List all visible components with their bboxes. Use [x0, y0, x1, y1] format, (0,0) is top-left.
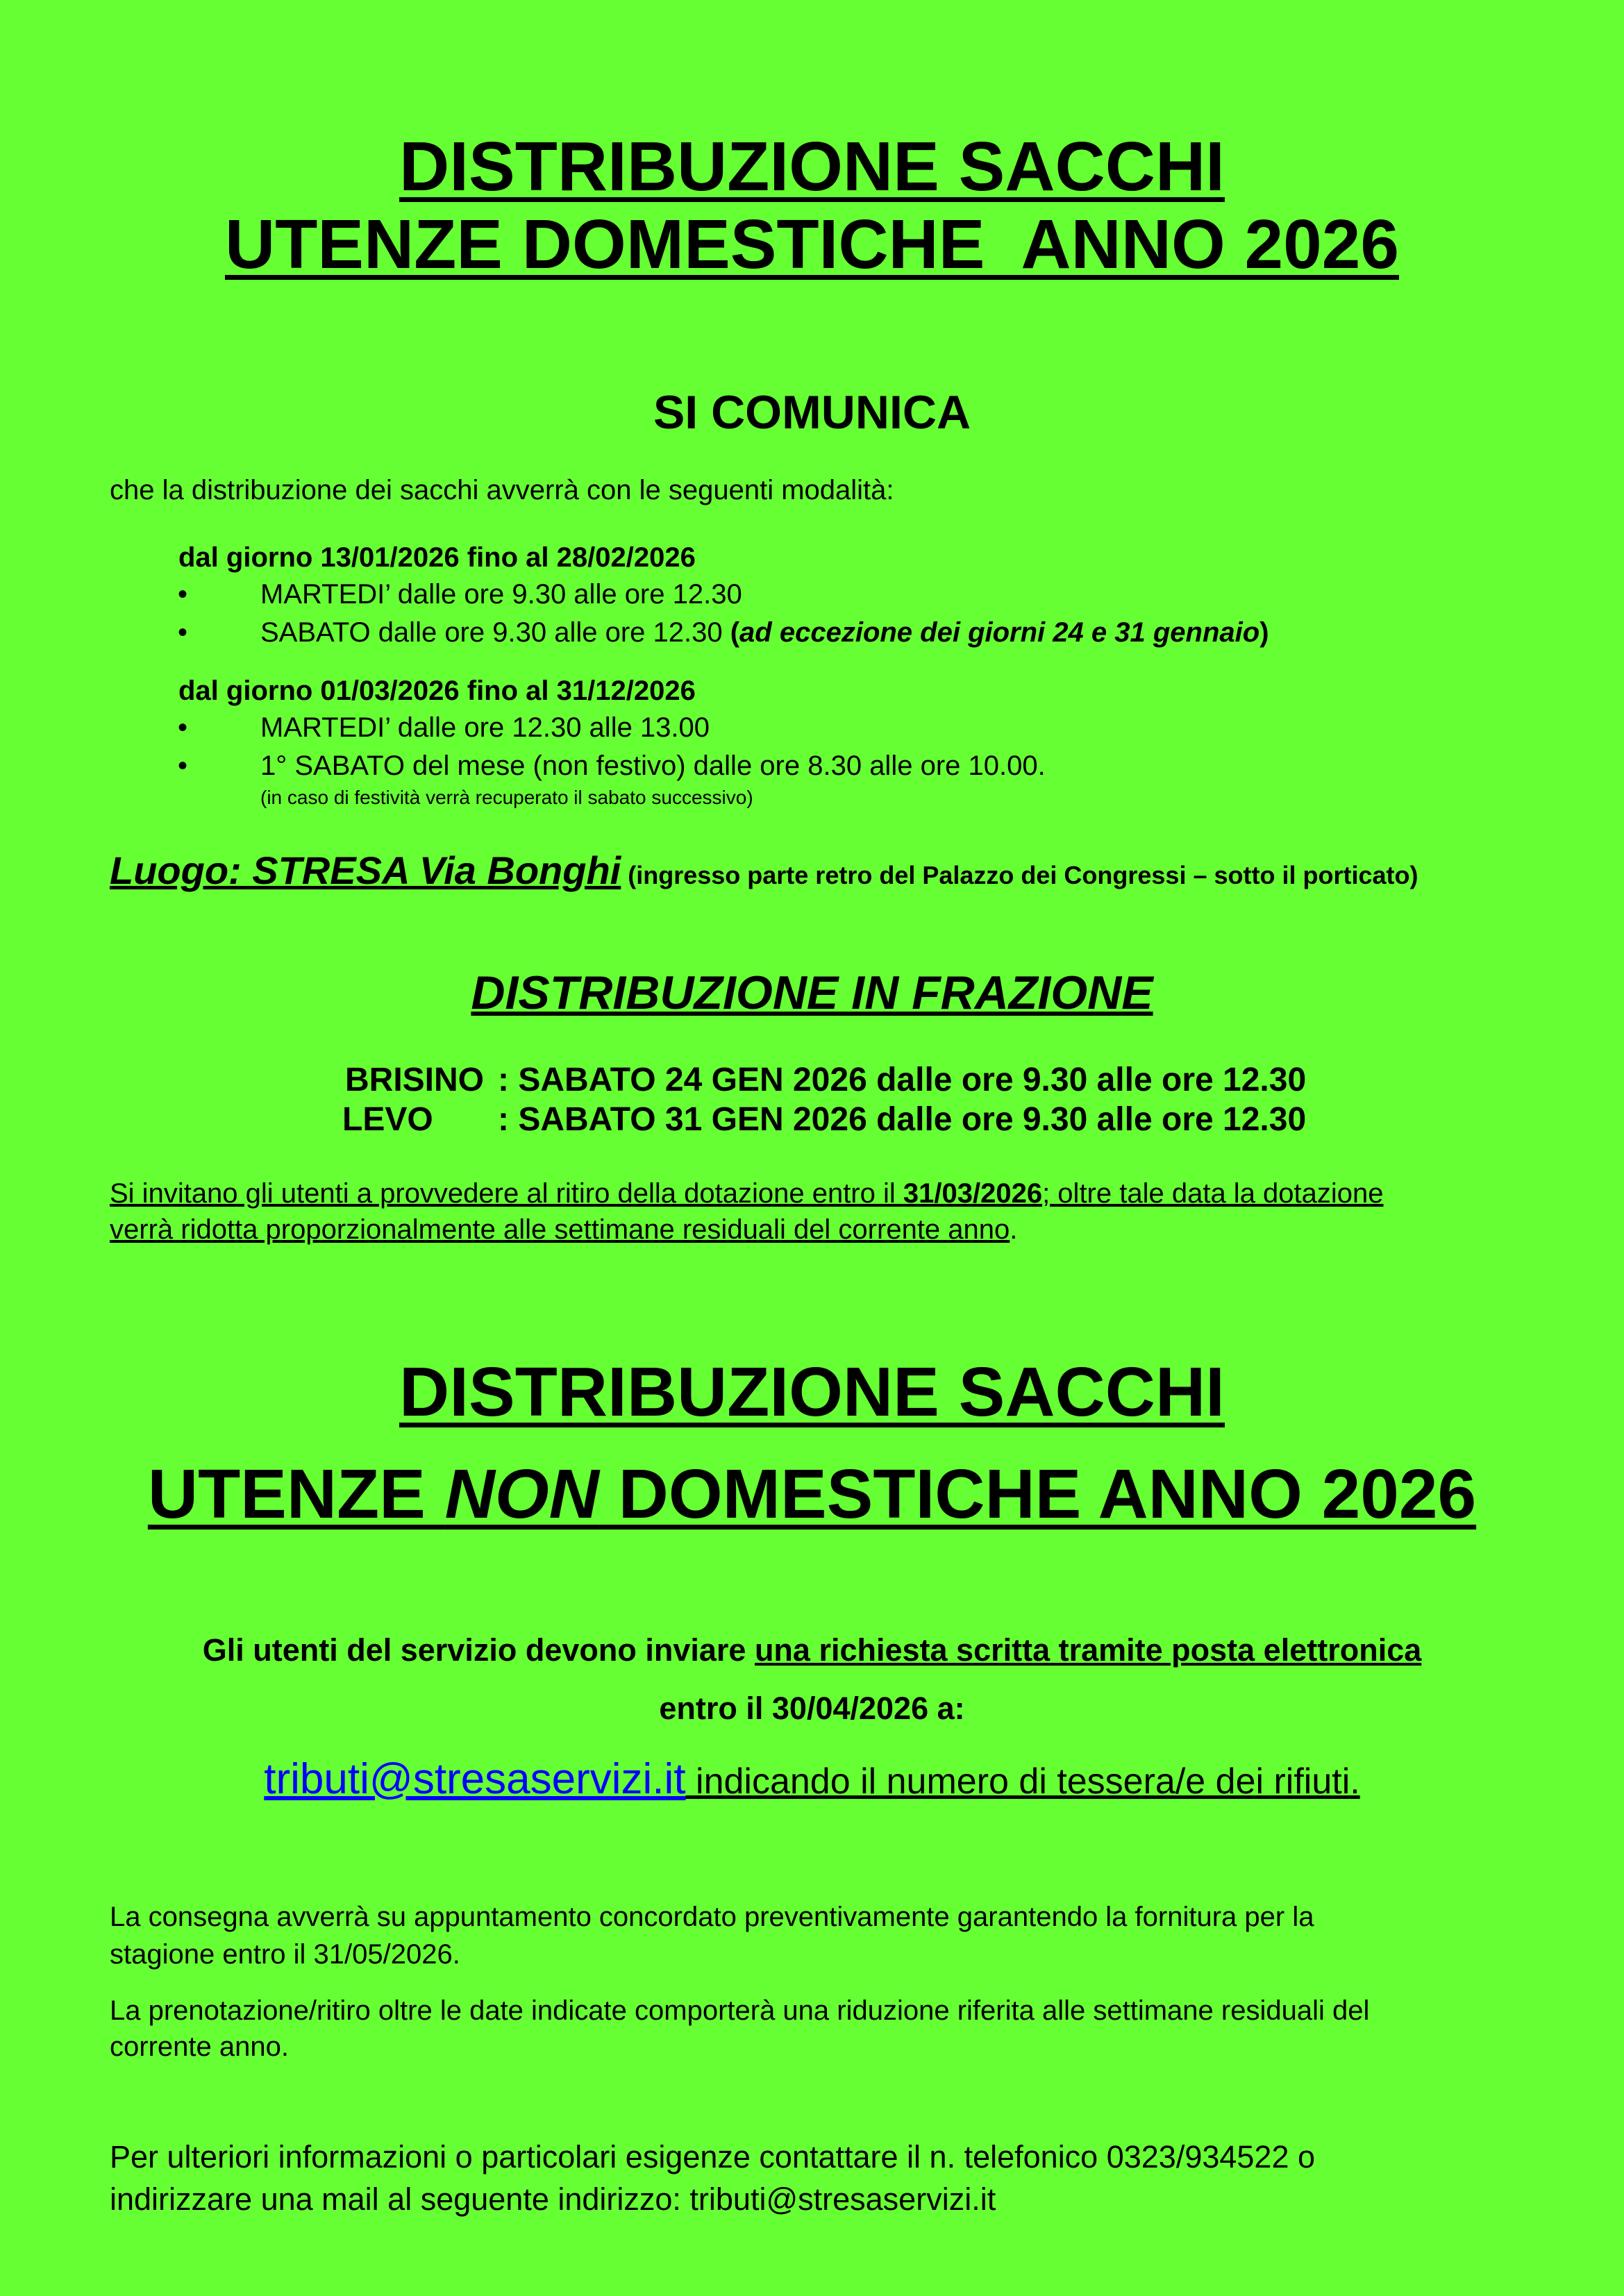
title-text: DOMESTICHE ANNO 2026: [598, 1455, 1477, 1533]
frazione-row: [342, 1103, 1306, 1137]
notice-end: .: [1010, 1214, 1018, 1245]
intro-text: che la distribuzione dei sacchi avverrà con le seguenti modalità:: [110, 475, 894, 505]
title-domestic-line2: [0, 206, 1624, 283]
deadline: entro il 30/04/2026 a:: [659, 1691, 965, 1726]
bullet-icon: •: [178, 751, 188, 781]
title-domestic-line1: DISTRIBUZIONE SACCHI: [399, 128, 1225, 206]
notice-line2: [110, 1216, 1017, 1243]
frazione-title: DISTRIBUZIONE IN FRAZIONE: [471, 966, 1153, 1019]
sep: :: [498, 1101, 519, 1138]
title-nondomestic-line1: DISTRIBUZIONE SACCHI: [399, 1353, 1225, 1431]
request-line: [0, 1634, 1624, 1666]
late-line2: corrente anno.: [110, 2031, 289, 2062]
email-link[interactable]: tributi@stresaservizi.it: [264, 1755, 686, 1803]
contact-line1: Per ulteriori informazioni o particolari esigenze contattare il n. telefonico 0323/934522 o: [110, 2139, 1316, 2175]
place-detail: (ingresso parte retro del Palazzo dei Congressi – sotto il porticato): [621, 861, 1418, 889]
schedule-item: MARTEDI’ dalle ore 9.30 alle ore 12.30: [260, 579, 742, 610]
bullet-icon: •: [178, 579, 188, 610]
notice-line1: [110, 1180, 1384, 1207]
title-nondomestic-line2: [0, 1455, 1624, 1533]
sep: :: [498, 1062, 519, 1098]
paren: ): [1259, 617, 1269, 648]
delivery-line2: stagione entro il 31/05/2026.: [110, 1939, 460, 1970]
exception-note: ad eccezione dei giorni 24 e 31 gennaio: [739, 617, 1260, 648]
late-line1: La prenotazione/ritiro oltre le date indicate comporterà una riduzione riferita alle settimane residuali del: [110, 1995, 1370, 2026]
schedule-text: SABATO dalle ore 9.30 alle ore 12.30: [260, 617, 730, 648]
email-instruction: indicando il numero di tessera/e dei rifiuti.: [685, 1761, 1360, 1802]
period-heading: dal giorno 13/01/2026 fino al 28/02/2026: [178, 542, 696, 573]
frazione-name: LEVO: [342, 1101, 433, 1138]
notice-text: verrà ridotta proporzionalmente alle settimane residuali del corrente anno: [110, 1214, 1010, 1245]
notice-date: 31/03/2026: [903, 1178, 1043, 1209]
place-line: [110, 848, 1418, 892]
contact-line2: indirizzare una mail al seguente indirizzo: tributi@stresaservizi.it: [110, 2181, 996, 2217]
bullet-icon: •: [178, 617, 188, 648]
period-heading: dal giorno 01/03/2026 fino al 31/12/2026: [178, 676, 696, 706]
frazione-row: [345, 1064, 1306, 1097]
notice-text: ; oltre tale data la dotazione: [1042, 1178, 1384, 1209]
request-underlined: una richiesta scritta tramite posta elettronica: [754, 1632, 1422, 1668]
schedule-item: 1° SABATO del mese (non festivo) dalle ore 8.30 alle ore 10.00.: [260, 751, 1046, 781]
schedule-item: MARTEDI’ dalle ore 12.30 alle 13.00: [260, 712, 710, 743]
frazione-time: SABATO 24 GEN 2026 dalle ore 9.30 alle ore 12.30: [518, 1062, 1307, 1098]
bullet-icon: •: [178, 712, 188, 743]
holiday-note: (in caso di festività verrà recuperato il sabato successivo): [260, 787, 753, 808]
announce-heading: SI COMUNICA: [653, 386, 971, 439]
schedule-item: [260, 619, 1269, 646]
paren: (: [730, 617, 740, 648]
frazione-name: BRISINO: [345, 1062, 485, 1098]
title-emphasis: NON: [444, 1455, 599, 1533]
place-label: Luogo: STRESA Via Bonghi: [110, 848, 621, 892]
email-line: [0, 1755, 1624, 1803]
title-text: UTENZE: [147, 1455, 445, 1533]
title-text: UTENZE DOMESTICHE ANNO 2026: [224, 206, 1399, 283]
frazione-time: SABATO 31 GEN 2026 dalle ore 9.30 alle ore 12.30: [518, 1101, 1307, 1138]
delivery-line1: La consegna avverrà su appuntamento concordato preventivamente garantendo la fornitura per la: [110, 1902, 1314, 1932]
request-text: Gli utenti del servizio devono inviare: [202, 1632, 755, 1668]
notice-text: Si invitano gli utenti a provvedere al ritiro della dotazione entro il: [110, 1178, 903, 1209]
